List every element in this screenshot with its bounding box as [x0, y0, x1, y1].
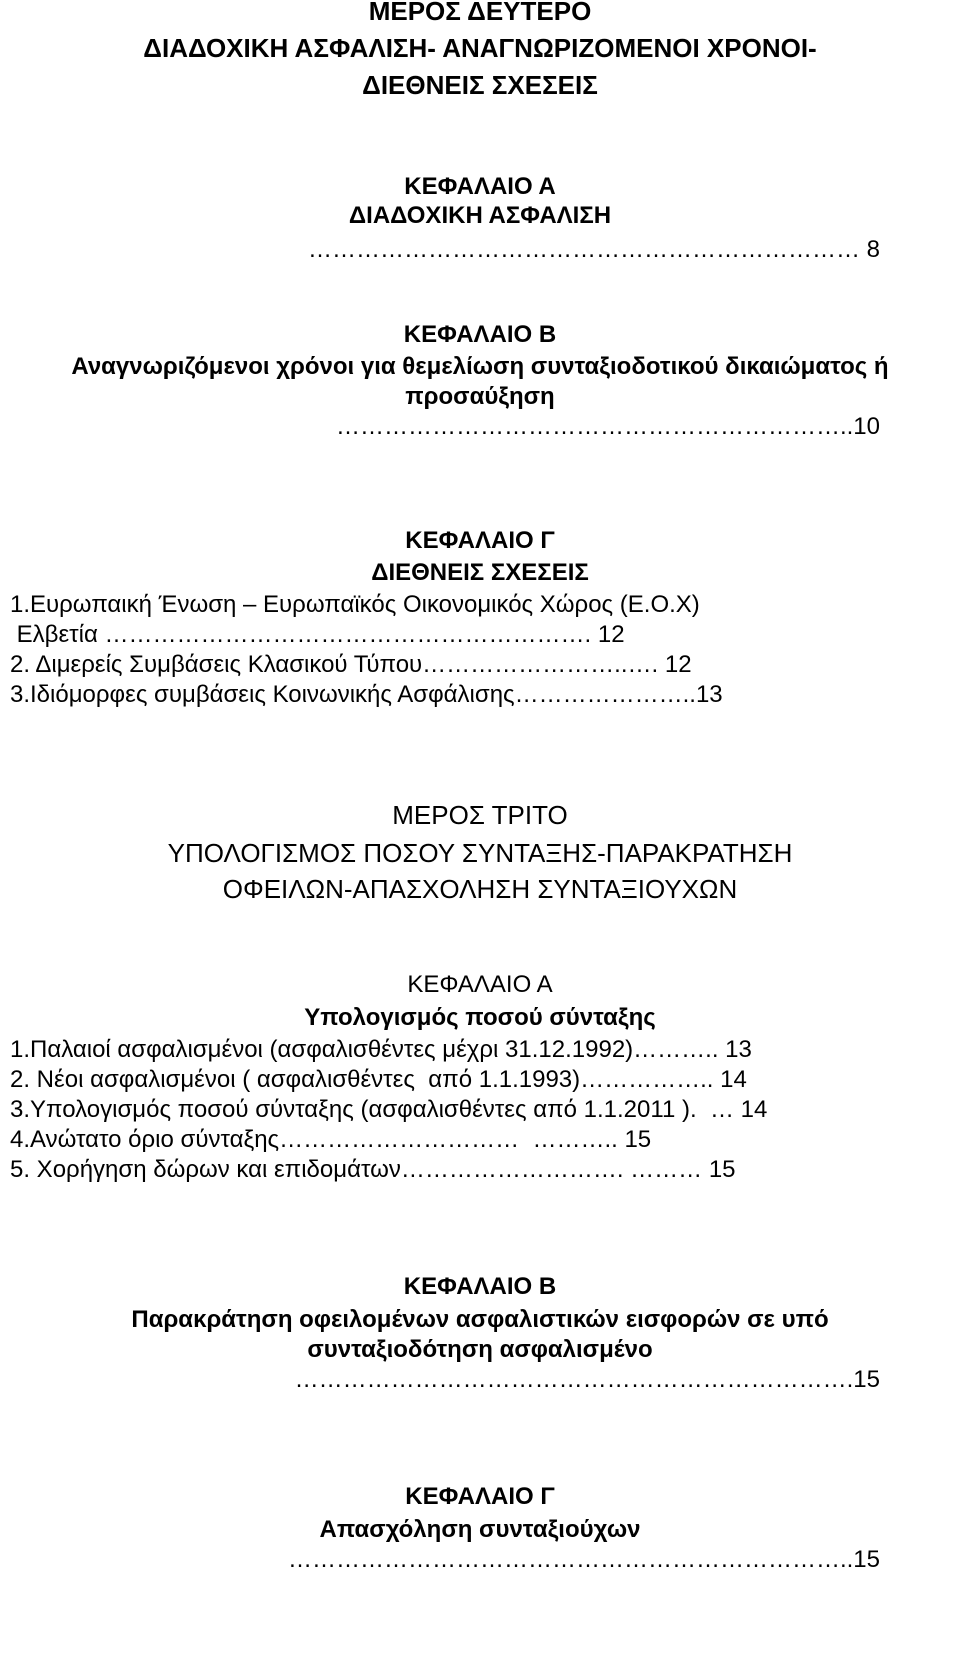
part3-chapter-c-title: Απασχόληση συνταξιούχων: [319, 1516, 641, 1543]
toc-entry: 2. Διμερείς Συμβάσεις Κλασικού Τύπου……………………..…. 12: [10, 651, 692, 678]
toc-entry: 5. Χορήγηση δώρων και επιδομάτων………………………. ……… 15: [10, 1156, 736, 1183]
part3-chapter-b-title-line1: Παρακράτηση οφειλομένων ασφαλιστικών εισφορών σε υπό: [131, 1306, 829, 1333]
toc-leader-line: …………………………………………………………….15: [294, 1366, 880, 1393]
toc-entry: 2. Νέοι ασφαλισμένοι ( ασφαλισθέντες από 1.1.1993)…………….. 14: [10, 1066, 747, 1093]
part2-chapter-c-heading: ΚΕΦΑΛΑΙΟ Γ: [405, 527, 555, 554]
part3-chapter-c-heading: ΚΕΦΑΛΑΙΟ Γ: [405, 1483, 555, 1510]
toc-entry: 1.Παλαιοί ασφαλισμένοι (ασφαλισθέντες μέχρι 31.12.1992)……….. 13: [10, 1036, 752, 1063]
part3-chapter-b-title-line2: συνταξιοδότηση ασφαλισμένο: [307, 1336, 653, 1363]
toc-entry: 3.Υπολογισμός ποσού σύνταξης (ασφαλισθέντες από 1.1.2011 ). … 14: [10, 1096, 768, 1123]
part3-chapter-a-heading: ΚΕΦΑΛΑΙΟ Α: [407, 971, 553, 998]
part2-title-line2: ΔΙΕΘΝΕΙΣ ΣΧΕΣΕΙΣ: [362, 70, 598, 100]
toc-entry: 3.Ιδιόμορφες συμβάσεις Κοινωνικής Ασφάλισης…………………..13: [10, 681, 723, 708]
part2-heading: ΜΕΡΟΣ ΔΕΥΤΕΡΟ: [368, 0, 592, 26]
toc-leader-line: …………………………………………………………… 8: [307, 236, 880, 263]
toc-entry: 4.Ανώτατο όριο σύνταξης………………………… ……….. 15: [10, 1126, 652, 1153]
part2-title-line1: ΔΙΑΔΟΧΙΚΗ ΑΣΦΑΛΙΣΗ- ΑΝΑΓΝΩΡΙΖΟΜΕΝΟΙ ΧΡΟΝΟΙ-: [143, 33, 817, 63]
toc-leader-line: ………………………………………………………..10: [335, 413, 880, 440]
part2-chapter-b-title-line1: Αναγνωριζόμενοι χρόνοι για θεμελίωση συνταξιοδοτικού δικαιώματος ή: [71, 353, 889, 380]
part3-chapter-b-heading: ΚΕΦΑΛΑΙΟ Β: [403, 1273, 557, 1300]
part2-chapter-b-title-line2: προσαύξηση: [405, 383, 555, 410]
toc-entry: Ελβετία ……………………………………………………. 12: [10, 621, 625, 648]
part2-chapter-a-heading: ΚΕΦΑΛΑΙΟ Α: [404, 173, 556, 200]
part2-chapter-a-title: ΔΙΑΔΟΧΙΚΗ ΑΣΦΑΛΙΣΗ: [348, 202, 612, 229]
part3-heading: ΜΕΡΟΣ ΤΡΙΤΟ: [392, 800, 568, 830]
part2-chapter-b-heading: ΚΕΦΑΛΑΙΟ Β: [403, 321, 557, 348]
part3-chapter-a-title: Υπολογισμός ποσού σύνταξης: [304, 1004, 656, 1031]
toc-leader-line: ……………………………………………………………..15: [287, 1546, 880, 1573]
part3-title-line2: ΟΦΕΙΛΩΝ-ΑΠΑΣΧΟΛΗΣΗ ΣΥΝΤΑΞΙΟΥΧΩΝ: [222, 874, 738, 904]
toc-entry: 1.Ευρωπαική Ένωση – Ευρωπαϊκός Οικονομικός Χώρος (Ε.Ο.Χ): [10, 591, 700, 618]
part2-chapter-c-title: ΔΙΕΘΝΕΙΣ ΣΧΕΣΕΙΣ: [371, 559, 589, 586]
part3-title-line1: ΥΠΟΛΟΓΙΣΜΟΣ ΠΟΣΟΥ ΣΥΝΤΑΞΗΣ-ΠΑΡΑΚΡΑΤΗΣΗ: [167, 838, 793, 868]
